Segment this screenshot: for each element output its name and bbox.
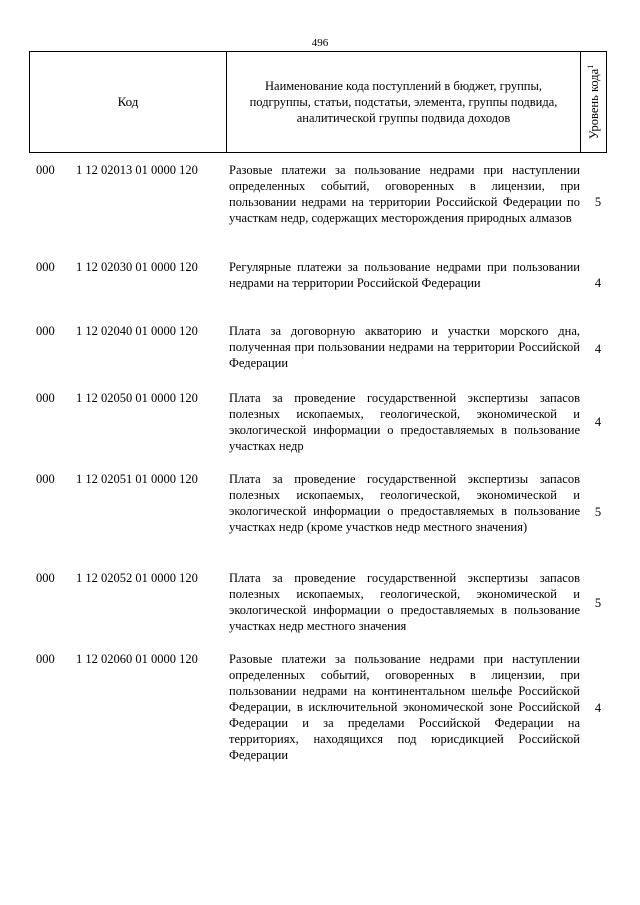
income-name: Плата за проведение государственной экспертизы запасов полезных ископаемых, геологической, экономической и экологической информации о предоставляемых в пользование участках недр местного значения	[229, 571, 580, 633]
admin-code: 000	[36, 163, 55, 177]
income-name: Разовые платежи за пользование недрами при наступлении определенных событий, оговоренных в лицензии, при пользовании недрами на территории Российской Федерации по участкам недр, содержащих месторождения природных алмазов	[229, 163, 580, 225]
code-level: 4	[594, 701, 602, 715]
income-name: Плата за договорную акваторию и участки морского дна, полученная при пользовании недрами на территории Российской Федерации	[229, 324, 580, 370]
header-level	[581, 52, 607, 152]
income-code: 1 12 02013 01 0000 120	[76, 163, 198, 177]
income-code: 1 12 02030 01 0000 120	[76, 260, 198, 274]
header-name-label: Наименование кода поступлений в бюджет, группы, подгруппы, статьи, подстатьи, элемента, группы подвида, аналитической группы подвида доходов	[249, 79, 558, 125]
header-code	[30, 52, 227, 152]
code-level: 5	[594, 195, 602, 209]
income-code: 1 12 02040 01 0000 120	[76, 324, 198, 338]
income-name: Разовые платежи за пользование недрами при наступлении определенных событий, оговоренных в лицензии, при пользовании недрами на континентальном шельфе Российской Федерации, в исключительной экономической зоне Российской Федерации и за пределами Российской Федерации на территориях, находящихся под юрисдикцией Российской Федерации	[229, 652, 580, 762]
header-name	[227, 52, 581, 152]
income-code: 1 12 02050 01 0000 120	[76, 391, 198, 405]
code-level: 4	[594, 342, 602, 356]
code-level: 5	[594, 505, 602, 519]
admin-code: 000	[36, 391, 55, 405]
admin-code: 000	[36, 472, 55, 486]
income-name: Регулярные платежи за пользование недрами при пользовании недрами на территории Российской Федерации	[229, 260, 580, 290]
header-level-label: Уровень кода$^1$	[585, 64, 602, 140]
page-number: 496	[311, 37, 329, 49]
header-code-label: Код	[117, 94, 139, 109]
code-level: 4	[594, 276, 602, 290]
income-code: 1 12 02051 01 0000 120	[76, 472, 198, 486]
admin-code: 000	[36, 324, 55, 338]
admin-code: 000	[36, 571, 55, 585]
admin-code: 000	[36, 260, 55, 274]
code-level: 5	[594, 596, 602, 610]
income-code: 1 12 02052 01 0000 120	[76, 571, 198, 585]
table-header	[29, 51, 607, 153]
header-level-footnote: 1	[585, 64, 595, 69]
income-code: 1 12 02060 01 0000 120	[76, 652, 198, 666]
income-name: Плата за проведение государственной экспертизы запасов полезных ископаемых, геологической, экономической и экологической информации о предоставляемых в пользование участках недр (кроме участков недр местного значения)	[229, 472, 580, 534]
admin-code: 000	[36, 652, 55, 666]
income-name: Плата за проведение государственной экспертизы запасов полезных ископаемых, геологической, экономической и экологической информации о предоставляемых в пользование участках недр	[229, 391, 580, 453]
code-level: 4	[594, 415, 602, 429]
